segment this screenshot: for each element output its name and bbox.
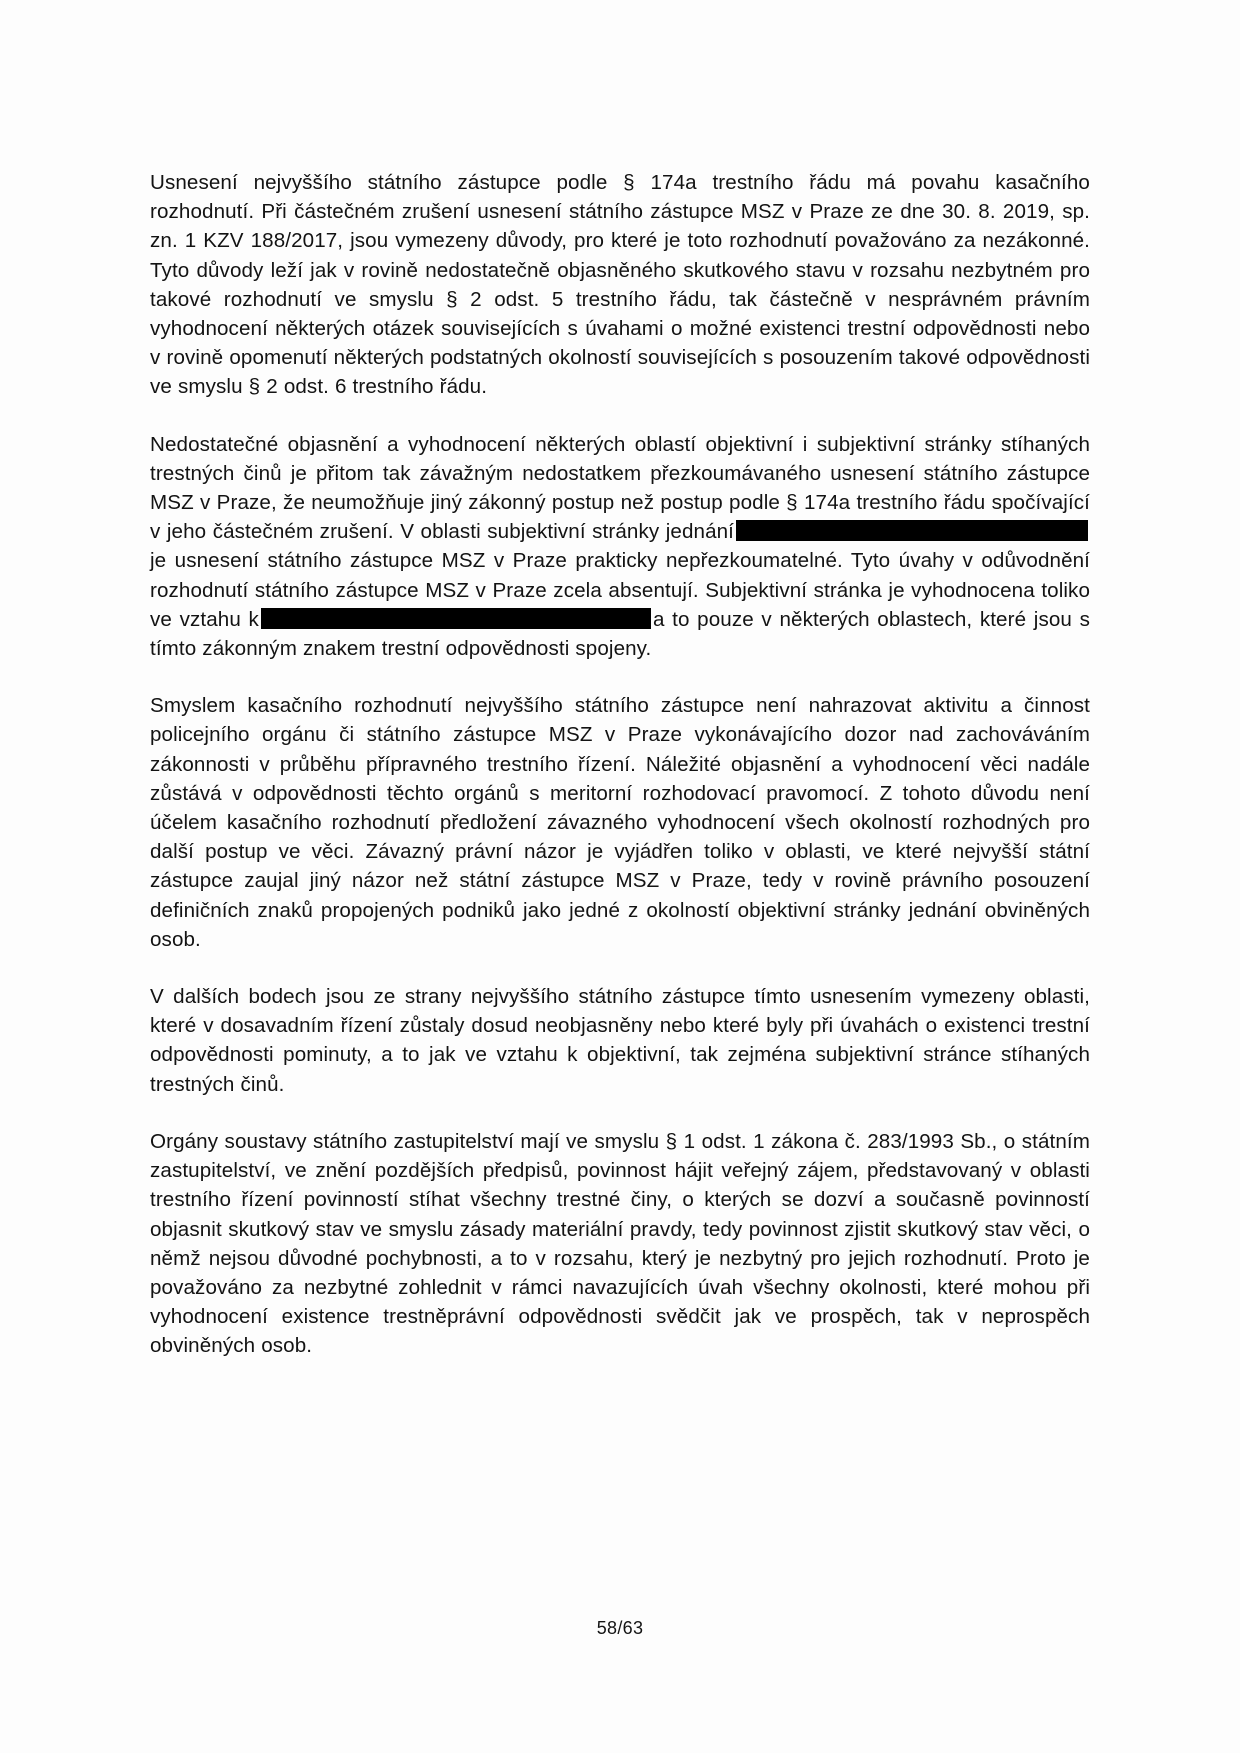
paragraph-2-with-redactions: [150, 430, 1090, 664]
document-body: [150, 168, 1090, 1361]
page-number: 58/63: [596, 1618, 644, 1638]
paragraph-2-segment-1: Nedostatečné objasnění a vyhodnocení některých oblastí objektivní i subjektivní stránky stíhaných trestných činů je přitom tak závažným nedostatkem přezkoumávaného usnesení státního zástupce MSZ v Praze, že neumožňuje jiný zákonný postup než postup podle § 174a trestního řádu spočívající v jeho částečném zrušení. V oblasti subjektivní stránky jednání: [150, 432, 1090, 544]
redaction-bar-2: [261, 608, 651, 629]
paragraph-1: Usnesení nejvyššího státního zástupce podle § 174a trestního řádu má povahu kasačního rozhodnutí. Při částečném zrušení usnesení státního zástupce MSZ v Praze ze dne 30. 8. 2019, sp. zn. 1 KZV 188/2017, jsou vymezeny důvody, pro které je toto rozhodnutí považováno za nezákonné. Tyto důvody leží jak v rovině nedostatečně objasněného skutkového stavu v rozsahu nezbytném pro takové rozhodnutí ve smyslu § 2 odst. 5 trestního řádu, tak částečně v nesprávném právním vyhodnocení některých otázek souvisejících s úvahami o možné existenci trestní odpovědnosti nebo v rovině opomenutí některých podstatných okolností souvisejících s posouzením takové odpovědnosti ve smyslu § 2 odst. 6 trestního řádu.: [150, 171, 1090, 399]
paragraph-3: Smyslem kasačního rozhodnutí nejvyššího státního zástupce není nahrazovat aktivitu a činnost policejního orgánu či státního zástupce MSZ v Praze vykonávajícího dozor nad zachováváním zákonnosti v průběhu přípravného trestního řízení. Náležité objasnění a vyhodnocení věci nadále zůstává v odpovědnosti těchto orgánů s meritorní rozhodovací pravomocí. Z tohoto důvodu není účelem kasačního rozhodnutí předložení závazného vyhodnocení všech okolností rozhodných pro další postup ve věci. Závazný právní názor je vyjádřen toliko v oblasti, ve které nejvyšší státní zástupce zaujal jiný názor než státní zástupce MSZ v Praze, tedy v rovině právního posouzení definičních znaků propojených podniků jako jedné z okolností objektivní stránky jednání obviněných osob.: [150, 694, 1090, 951]
paragraph-4: V dalších bodech jsou ze strany nejvyššího státního zástupce tímto usnesením vymezeny oblasti, které v dosavadním řízení zůstaly dosud neobjasněny nebo které byly při úvahách o existenci trestní odpovědnosti pominuty, a to jak ve vztahu k objektivní, tak zejména subjektivní stránce stíhaných trestných činů.: [150, 985, 1090, 1096]
paragraph-2-segment-3: a to pouze v některých oblastech, které jsou s tímto zákonným znakem trestní odpovědnosti spojeny.: [150, 607, 1091, 661]
redaction-bar-1: [736, 520, 1088, 541]
paragraph-5: Orgány soustavy státního zastupitelství mají ve smyslu § 1 odst. 1 zákona č. 283/1993 Sb., o státním zastupitelství, ve znění pozdějších předpisů, povinnost hájit veřejný zájem, představovaný v oblasti trestního řízení povinností stíhat všechny trestné činy, o kterých se dozví a současně povinností objasnit skutkový stav ve smyslu zásady materiální pravdy, tedy povinnost zjistit skutkový stav věci, o němž nejsou důvodné pochybnosti, a to v rozsahu, který je nezbytný pro jejich rozhodnutí. Proto je považováno za nezbytné zohlednit v rámci navazujících úvah všechny okolnosti, které mohou při vyhodnocení existence trestněprávní odpovědnosti svědčit jak ve prospěch, tak v neprospěch obviněných osob.: [150, 1129, 1090, 1358]
paragraph-2-segment-2: je usnesení státního zástupce MSZ v Praze prakticky nepřezkoumatelné. Tyto úvahy v odůvodnění rozhodnutí státního zástupce MSZ v Praze zcela absentují. Subjektivní stránka je vyhodnocena toliko ve vztahu k: [150, 549, 1090, 631]
